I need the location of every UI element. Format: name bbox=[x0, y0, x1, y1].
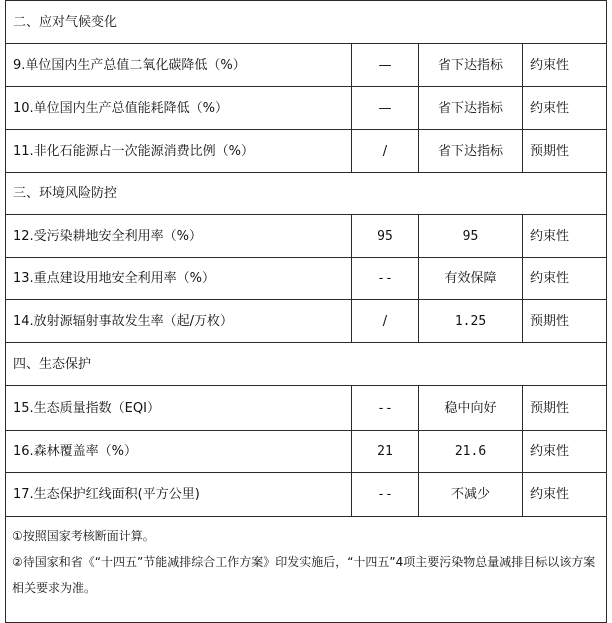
target-value: — bbox=[352, 44, 419, 87]
target-value: / bbox=[352, 130, 419, 173]
target-value: 21 bbox=[352, 431, 419, 473]
section-title: 二、应对气候变化 bbox=[6, 1, 607, 44]
target-value: -- bbox=[352, 473, 419, 517]
indicator-type: 预期性 bbox=[523, 130, 607, 173]
province-value: 省下达指标 bbox=[419, 87, 523, 130]
indicator-name: 14.放射源辐射事故发生率（起/万枚） bbox=[6, 300, 352, 343]
province-value: 1.25 bbox=[419, 300, 523, 343]
indicator-type: 预期性 bbox=[523, 300, 607, 343]
table-row bbox=[6, 431, 607, 473]
indicator-name: 13.重点建设用地安全利用率（%） bbox=[6, 258, 352, 300]
table-row bbox=[6, 300, 607, 343]
indicator-type: 约束性 bbox=[523, 87, 607, 130]
table-row bbox=[6, 473, 607, 517]
indicator-type: 约束性 bbox=[523, 215, 607, 258]
section-header-row bbox=[6, 343, 607, 386]
indicator-type: 约束性 bbox=[523, 258, 607, 300]
indicator-table bbox=[5, 0, 607, 623]
footnote-row bbox=[6, 517, 607, 623]
province-value: 省下达指标 bbox=[419, 44, 523, 87]
province-value: 稳中向好 bbox=[419, 386, 523, 431]
indicator-name: 15.生态质量指数（EQI） bbox=[6, 386, 352, 431]
province-value: 省下达指标 bbox=[419, 130, 523, 173]
section-title: 三、环境风险防控 bbox=[6, 173, 607, 215]
footnote-2: ②待国家和省《“十四五”节能减排综合工作方案》印发实施后，“十四五”4项主要污染物总量减排目标以该方案相关要求为准。 bbox=[12, 555, 596, 595]
table-row bbox=[6, 87, 607, 130]
target-value: — bbox=[352, 87, 419, 130]
indicator-name: 16.森林覆盖率（%） bbox=[6, 431, 352, 473]
target-value: -- bbox=[352, 258, 419, 300]
table-row bbox=[6, 258, 607, 300]
indicator-name: 12.受污染耕地安全利用率（%） bbox=[6, 215, 352, 258]
province-value: 21.6 bbox=[419, 431, 523, 473]
indicator-name: 17.生态保护红线面积(平方公里) bbox=[6, 473, 352, 517]
indicator-name: 10.单位国内生产总值能耗降低（%） bbox=[6, 87, 352, 130]
indicator-type: 约束性 bbox=[523, 431, 607, 473]
indicator-type: 约束性 bbox=[523, 44, 607, 87]
target-value: -- bbox=[352, 386, 419, 431]
province-value: 95 bbox=[419, 215, 523, 258]
section-header-row bbox=[6, 173, 607, 215]
province-value: 不减少 bbox=[419, 473, 523, 517]
section-header-row bbox=[6, 1, 607, 44]
table-row bbox=[6, 386, 607, 431]
table-row bbox=[6, 215, 607, 258]
target-value: / bbox=[352, 300, 419, 343]
indicator-name: 9.单位国内生产总值二氧化碳降低（%） bbox=[6, 44, 352, 87]
section-title: 四、生态保护 bbox=[6, 343, 607, 386]
target-value: 95 bbox=[352, 215, 419, 258]
indicator-type: 预期性 bbox=[523, 386, 607, 431]
table-row bbox=[6, 130, 607, 173]
province-value: 有效保障 bbox=[419, 258, 523, 300]
footnote-cell bbox=[6, 517, 607, 623]
table-row bbox=[6, 44, 607, 87]
indicator-type: 约束性 bbox=[523, 473, 607, 517]
footnote-1: ①按照国家考核断面计算。 bbox=[12, 529, 155, 543]
indicator-name: 11.非化石能源占一次能源消费比例（%） bbox=[6, 130, 352, 173]
